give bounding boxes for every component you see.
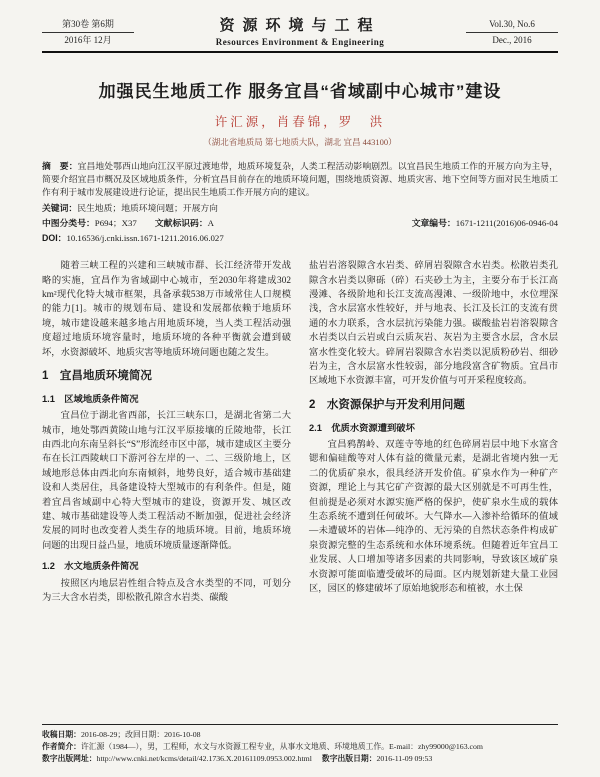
article-body [42, 259, 558, 716]
doi-label: DOI： [42, 232, 67, 243]
right-column [309, 259, 558, 716]
clc-value: P694；X37 [94, 217, 137, 228]
bio-label: 作者简介： [42, 741, 81, 751]
article-id-label: 文章编号： [411, 217, 456, 228]
footnote-block [42, 724, 558, 765]
received-value: 2016-08-29；改回日期：2016-10-08 [80, 729, 201, 739]
author-bio-line [42, 741, 558, 753]
doi-line [42, 232, 558, 245]
digital-publish-line [42, 753, 558, 765]
journal-masthead [42, 14, 558, 53]
abstract-text: 宜昌地处鄂西山地向江汉平原过渡地带，地质环境复杂，人类工程活动影响剧烈。以宜昌民生地质工作的开展方向为主导，简要介绍宜昌市概况及区域地质条件，分析宜昌目前存在的地质环境问题，围绕地质资源、地质灾害、地下空间等方面对民生地质工作有利于城市发展建设进行论证，提出民生地质工作开展方向的建议。 [42, 161, 558, 198]
section-1-1-heading: 1.1 区域地质条件简况 [42, 393, 139, 404]
left-column [42, 259, 291, 716]
publish-url-value: http://www.cnki.net/kcms/detail/42.1736.X.20161109.0953.002.html [96, 753, 312, 763]
article-authors: 许汇源，肖春锦，罗 洪 [214, 115, 386, 129]
intro-paragraph: 随着三峡工程的兴建和三峡城市群、长江经济带开发战略的实施，宜昌作为省域副中心城市，至2030年将建成302 km²现代化特大城市框架，具备承载538万市域常住人口规模的能力[1]。城市的规划布局、建设和发展都依赖于地质环境，城市建设越来越多地占用地质环境，当人类工程活动强度超过地质环境容量时，地质环境的各种平衡就会遭到破坏，水资源破坏、地质灾害等地质环境问题也随之发生。 [42, 261, 291, 358]
journal-name-en: Resources Environment & Engineering [215, 37, 385, 47]
section-1-2-continuation: 盐岩岩溶裂隙含水岩类、碎屑岩裂隙含水岩类。松散岩类孔隙含水岩类以卵砾（碎）石夹砂土为主，主要分布于长江高漫滩、各级阶地和长江支流高漫滩、一级阶地中，水位埋深浅，含水层富水性较好，并与地表、长江及长江的支流有贯通的水力联系，含水层抗污染能力强。碳酸盐岩岩溶裂隙含水岩类以白云岩或白云质灰岩、灰岩为主要含水层，含水层富水性变化较大。碎屑岩裂隙含水岩类以泥质粉砂岩、细砂岩为主，含水层富水性较弱，部分地段富含矿物质。宜昌市区域地下水资源丰富，可开发价值与可开采程度较高。 [309, 261, 558, 387]
publish-date-label: 数字出版日期： [321, 753, 377, 763]
abstract-paragraph [42, 160, 558, 200]
masthead-journal-name [134, 14, 466, 47]
keywords-text: 民生地质；地质环境问题；开展方向 [77, 202, 218, 213]
publish-url-label: 数字出版网址： [42, 753, 97, 763]
publish-date-value: 2016-11-09 09:53 [376, 753, 433, 763]
doc-code-value: A [207, 217, 214, 228]
article-id-group [412, 217, 558, 230]
article-affiliation: （湖北省地质局 第七地质大队，湖北 宜昌 443100） [203, 137, 397, 147]
date-cn: 2016年 12月 [42, 32, 134, 47]
abstract-label: 摘 要： [42, 161, 78, 171]
keywords-label: 关键词： [42, 202, 78, 213]
article-title: 加强民生地质工作 服务宜昌“省域副中心城市”建设 [98, 82, 502, 101]
doi-value: 10.16536/j.cnki.issn.1671-1211.2016.06.027 [66, 232, 224, 243]
section-1-2-paragraph: 按照区内地层岩性组合特点及含水类型的不同，可划分为三大含水岩类，即松散孔隙含水岩类、碳酸 [42, 578, 291, 604]
section-1-2-heading: 1.2 水文地质条件简况 [42, 561, 139, 572]
section-1-1-paragraph: 宜昌位于湖北省西部，长江三峡东口，是湖北省第二大城市，地处鄂西黄陵山地与江汉平原接壤的丘陵地带，长江由西北向东南呈斜长“S”形流经市区中部，城市建成区主要分布在长江西陵峡口下游河谷左岸的一、二、三级阶地上，区域地形总体由西北向东南倾斜，地势良好，适合城市基础建设和人类居住，具备建设特大型城市的有利条件。但是，随着宜昌省域副中心特大型城市的建设，资源开发、城区改建、城市基础建设等人类工程活动不断加强，促进社会经济发展的同时也改变着人类生存的地质环境。目前，地质环境问题的出现日益凸显，地质环境质量逐渐降低。 [42, 411, 291, 551]
date-en: Dec., 2016 [466, 32, 558, 47]
clc-group [42, 217, 214, 230]
volume-issue-cn: 第30卷 第6期 [62, 19, 114, 30]
section-2-heading: 2 水资源保护与开发利用问题 [309, 398, 465, 411]
received-label: 收稿日期： [42, 729, 81, 739]
section-2-1-paragraph: 宜昌鸦鹊岭、双莲寺等地的红色碎屑岩层中地下水富含锶和偏硅酸等对人体有益的微量元素，是湖北省境内独一无二的优质矿泉水，很具经济开发价值。矿泉水作为一种矿产资源，理论上与其它矿产资源的最大区别就是不可再生性，但前提是必须对水源实施严格的保护，使矿泉水生成的载体生态系统不遭到任何破坏。大气降水—入渗补给循环的值域—未遭破坏的岩体—纯净的、无污染的自然状态条件构成矿泉资源完整的生态系统和水体环境系统。但随着近年宜昌工业发展、人口增加等诸多因素的共同影响，导致该区域矿泉水资源可能面临遭受破坏的局面。区内规划新建大量工业园区，园区的修建破坏了原始地貌形态和植被，水土保 [309, 440, 558, 595]
section-2-1-heading: 2.1 优质水资源遭到破坏 [309, 422, 415, 433]
volume-issue-en: Vol.30, No.6 [489, 19, 535, 30]
abstract-section [42, 160, 558, 247]
classification-line [42, 217, 558, 230]
received-date-line [42, 729, 558, 741]
bio-value: 许汇源（1984—），男，工程师，水文与水资源工程专业，从事水文地质、环境地质工作。E-mail：zhy99000@163.com [80, 741, 483, 751]
doc-code-label: 文献标识码： [154, 217, 208, 228]
keywords-line [42, 202, 558, 215]
article-id-value: 1671-1211(2016)06-0946-04 [455, 217, 558, 228]
clc-label: 中图分类号： [42, 217, 95, 228]
masthead-volume-en [466, 17, 558, 47]
section-1-heading: 1 宜昌地质环境简况 [42, 369, 152, 382]
masthead-volume-cn [42, 17, 134, 47]
journal-name-cn: 资源环境与工程 [219, 17, 381, 34]
